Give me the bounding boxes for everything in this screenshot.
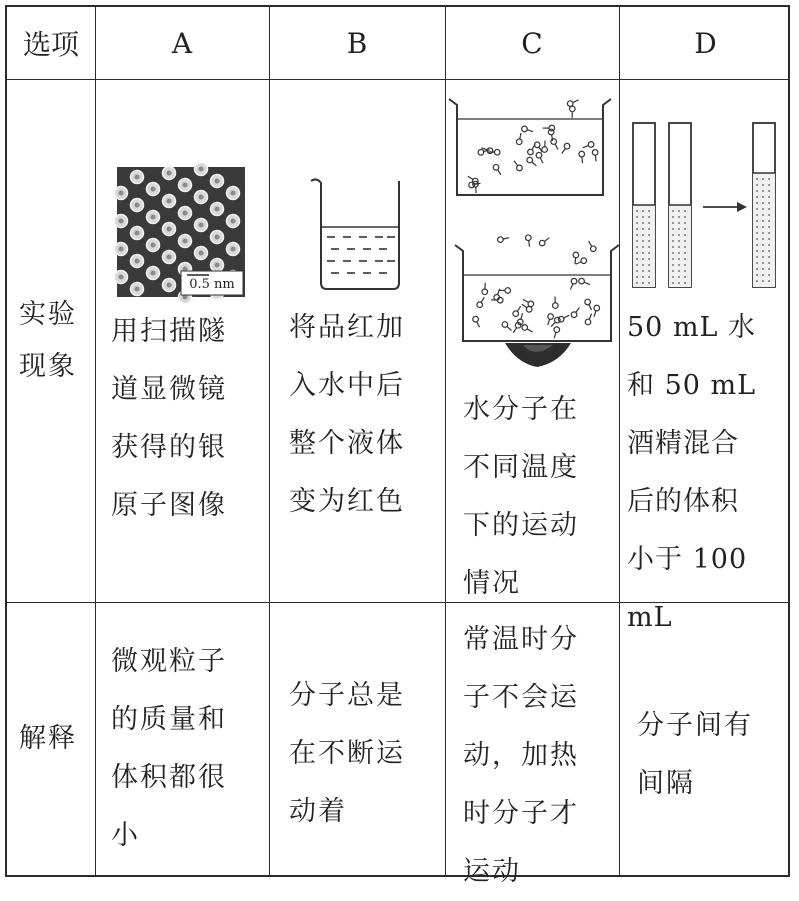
explanation-c-text: 常温时分 子不会运 动，加热 时分子才 运动 [463,611,579,901]
header-a: A [95,7,269,79]
phenomenon-a-text: 用扫描隧 道显微镜 获得的银 原子图像 [111,303,227,535]
water-molecule-beakers-image [447,95,619,367]
explanation-d-text: 分子间有 间隔 [637,697,753,813]
stm-silver-atom-image [117,167,245,297]
row-divider [7,79,788,80]
explanation-b-text: 分子总是 在不断运 动着 [289,667,405,841]
column-divider [269,7,270,875]
beaker-icon [307,175,407,293]
row-label-phenomenon: 实验 现象 [19,289,77,393]
phenomenon-b-text: 将品红加 入水中后 整个液体 变为红色 [289,299,405,531]
column-divider [619,7,620,875]
phenomenon-d-text: 50 mL 水 和 50 mL 酒精混合 后的体积 小于 100 mL [627,299,788,647]
column-divider [445,7,446,875]
header-option: 选项 [7,7,95,79]
header-b: B [269,7,445,79]
column-divider [95,7,96,875]
header-d: D [619,7,792,79]
options-table [5,5,790,877]
phenomenon-c-text: 水分子在 不同温度 下的运动 情况 [463,381,579,613]
explanation-a-text: 微观粒子 的质量和 体积都很 小 [111,633,227,865]
row-label-explanation: 解释 [19,713,77,765]
header-c: C [445,7,619,79]
graduated-cylinders-image [629,119,779,291]
scale-bar-label: 0.5 nm [189,277,235,292]
